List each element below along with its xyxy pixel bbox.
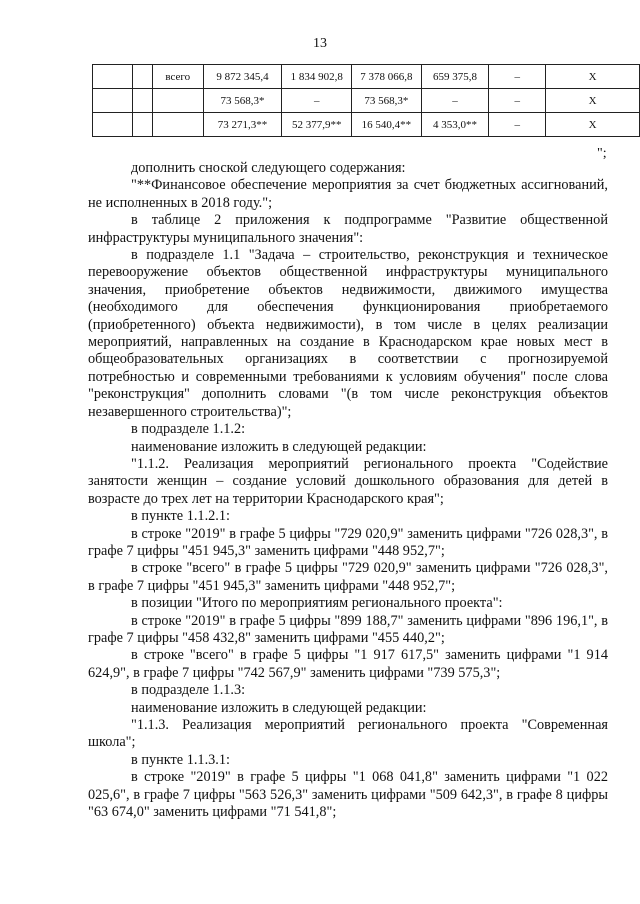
paragraph: в пункте 1.1.3.1: xyxy=(131,751,230,768)
table-cell: – xyxy=(421,89,488,113)
table-cell: X xyxy=(546,89,640,113)
table-cell-empty xyxy=(132,113,152,137)
paragraph: в пункте 1.1.2.1: xyxy=(131,508,230,525)
table-cell: – xyxy=(489,113,546,137)
paragraph: в позиции "Итого по мероприятиям регионального проекта": xyxy=(131,595,503,612)
table-cell: – xyxy=(489,65,546,89)
table-end-mark: "; xyxy=(597,146,607,161)
table-cell: 7 378 066,8 xyxy=(352,65,422,89)
row-label xyxy=(152,89,203,113)
paragraph: в строке "всего" в графе 5 цифры "729 020,9" заменить цифрами "726 028,3", в графе 7 цифры "451 945,3" заменить цифрами "448 952,7"; xyxy=(88,560,608,594)
table-row xyxy=(93,113,640,137)
row-label: всего xyxy=(152,65,203,89)
paragraph: "**Финансовое обеспечение мероприятия за счет бюджетных ассигнований, не исполненных в 2018 году."; xyxy=(88,177,608,211)
body-text xyxy=(88,160,608,821)
table-cell: X xyxy=(546,65,640,89)
table-cell-empty xyxy=(93,89,133,113)
table-cell-empty xyxy=(93,113,133,137)
paragraph: в таблице 2 приложения к подпрограмме "Развитие общественной инфраструктуры муниципального значения": xyxy=(88,212,608,246)
paragraph: дополнить сноской следующего содержания: xyxy=(131,160,406,176)
financing-table xyxy=(92,64,640,137)
table-row xyxy=(93,89,640,113)
table-cell: 659 375,8 xyxy=(421,65,488,89)
table-cell: 52 377,9** xyxy=(282,113,352,137)
table-cell: 9 872 345,4 xyxy=(203,65,282,89)
paragraph: в строке "2019" в графе 5 цифры "729 020,9" заменить цифрами "726 028,3", в графе 7 цифры "451 945,3" заменить цифрами "448 952,7"; xyxy=(88,525,608,559)
row-label xyxy=(152,113,203,137)
paragraph: "1.1.2. Реализация мероприятий регионального проекта "Содействие занятости женщин – создание условий дошкольного образования для детей в возрасте до трех лет на территории Краснодарского края"; xyxy=(88,455,608,507)
table-cell-empty xyxy=(93,65,133,89)
paragraph: в подразделе 1.1 "Задача – строительство, реконструкция и техническое перевооружение объектов общественной инфраструктуры муниципального значения, приобретение объектов недвижимости, движимого имущества (необходимого для обеспечения функционирования приобретаемого (приобретенного) объекта недвижимости), в том числе в целях реализации мероприятий, направленных на создание в Краснодарском крае новых мест в общеобразовательных организациях в соответствии с прогнозируемой потребностью и современными требованиями к условиям обучения" после слова "реконструкция" дополнить словами "(в том числе реконструкция объектов незавершенного строительства)"; xyxy=(88,247,608,420)
paragraph: наименование изложить в следующей редакции: xyxy=(131,438,427,455)
paragraph: "1.1.3. Реализация мероприятий регионального проекта "Современная школа"; xyxy=(88,717,608,751)
paragraph: в строке "2019" в графе 5 цифры "1 068 041,8" заменить цифрами "1 022 025,6", в графе 7 цифры "563 526,3" заменить цифрами "509 642,3", в графе 8 цифры "63 674,0" заменить цифрами "71 541,8"; xyxy=(88,769,608,821)
table-row xyxy=(93,65,640,89)
page-number: 13 xyxy=(313,36,327,51)
table-cell: 73 271,3** xyxy=(203,113,282,137)
table-cell: – xyxy=(489,89,546,113)
table-cell: 1 834 902,8 xyxy=(282,65,352,89)
table-cell-empty xyxy=(132,89,152,113)
paragraph: в подразделе 1.1.3: xyxy=(131,682,246,699)
paragraph: наименование изложить в следующей редакции: xyxy=(131,699,427,716)
table-cell: 73 568,3* xyxy=(203,89,282,113)
paragraph: в строке "2019" в графе 5 цифры "899 188,7" заменить цифрами "896 196,1", в графе 7 цифры "458 432,8" заменить цифрами "455 440,2"; xyxy=(88,612,608,646)
table-cell: – xyxy=(282,89,352,113)
paragraph: в подразделе 1.1.2: xyxy=(131,421,246,438)
table-cell-empty xyxy=(132,65,152,89)
table-cell: 73 568,3* xyxy=(352,89,422,113)
table-cell: X xyxy=(546,113,640,137)
paragraph: в строке "всего" в графе 5 цифры "1 917 617,5" заменить цифрами "1 914 624,9", в графе 7 цифры "742 567,9" заменить цифрами "739 575,3"; xyxy=(88,647,608,681)
table-cell: 16 540,4** xyxy=(352,113,422,137)
table-cell: 4 353,0** xyxy=(421,113,488,137)
